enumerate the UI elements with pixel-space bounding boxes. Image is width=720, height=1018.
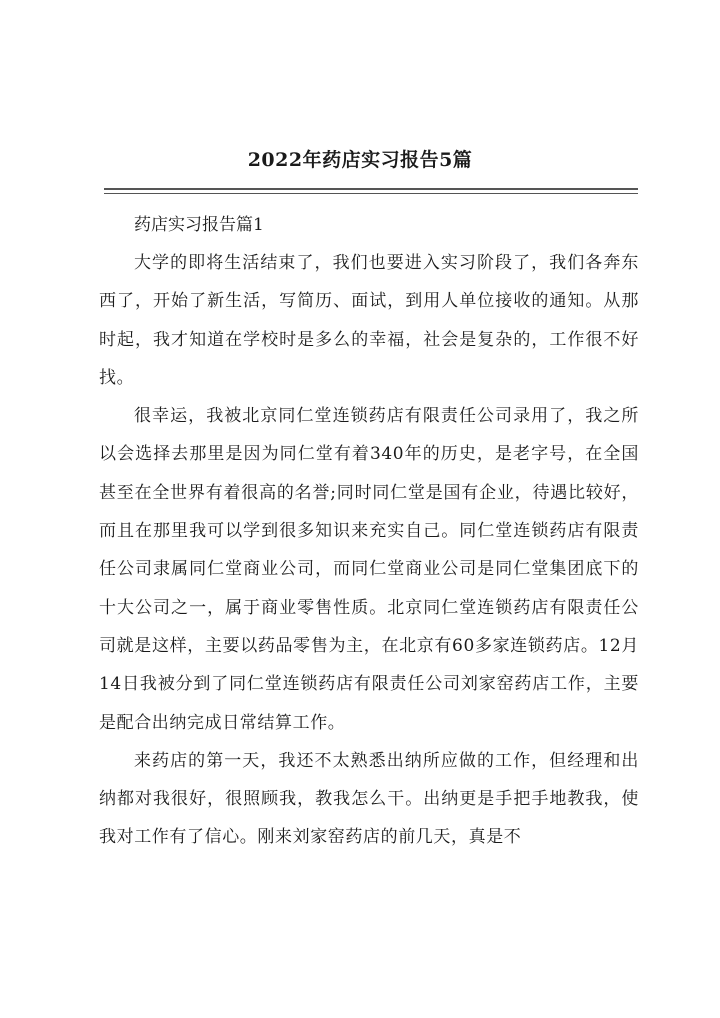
title-divider-thick	[104, 188, 638, 190]
document-body	[99, 206, 639, 857]
paragraph-3: 来药店的第一天，我还不太熟悉出纳所应做的工作，但经理和出纳都对我很好，很照顾我，教我怎么干。出纳更是手把手地教我，使我对工作有了信心。刚来刘家窑药店的前几天，真是不	[99, 750, 639, 848]
title-divider-thin	[104, 193, 638, 194]
paragraph-2: 很幸运，我被北京同仁堂连锁药店有限责任公司录用了，我之所以会选择去那里是因为同仁堂有着340年的历史，是老字号，在全国甚至在全世界有着很高的名誉;同时同仁堂是国有企业，待遇比较好，而且在那里我可以学到很多知识来充实自己。同仁堂连锁药店有限责任公司隶属同仁堂商业公司，而同仁堂商业公司是同仁堂集团底下的十大公司之一，属于商业零售性质。北京同仁堂连锁药店有限责任公司就是这样，主要以药品零售为主，在北京有60多家连锁药店。12月14日我被分到了同仁堂连锁药店有限责任公司刘家窑药店工作，主要是配合出纳完成日常结算工作。	[99, 406, 639, 733]
section-heading: 药店实习报告篇1	[134, 215, 264, 235]
document-title: 2022年药店实习报告5篇	[247, 149, 473, 171]
paragraph-1: 大学的即将生活结束了，我们也要进入实习阶段了，我们各奔东西了，开始了新生活，写简历、面试，到用人单位接收的通知。从那时起，我才知道在学校时是多么的幸福，社会是复杂的，工作很不好找。	[99, 253, 639, 388]
